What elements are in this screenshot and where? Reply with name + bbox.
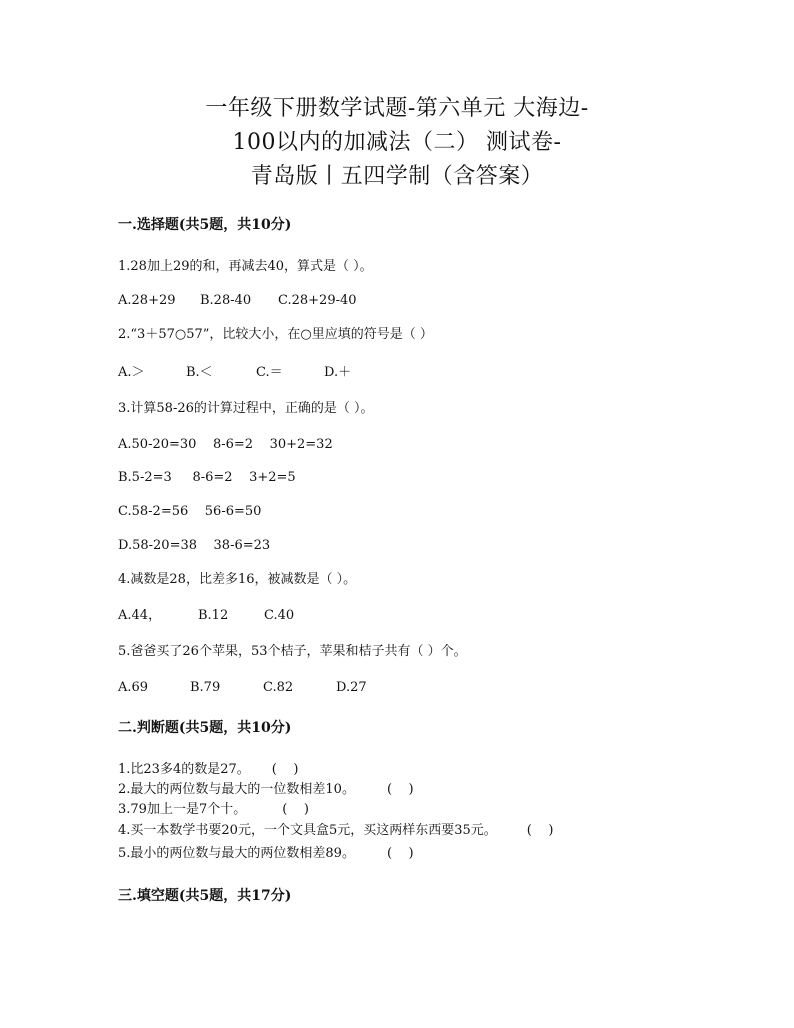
question-5-stem: 5.爸爸买了26个苹果，53个桔子，苹果和桔子共有（ ）个。 — [118, 644, 467, 659]
question-1-stem: 1.28加上29的和，再减去40，算式是（ ）。 — [118, 259, 373, 274]
judge-item-5-text: 5.最小的两位数与最大的两位数相差89。 — [118, 846, 355, 861]
question-4-option-b: B.12 — [198, 608, 229, 623]
question-3-option-b: B.5-2=3 8-6=2 3+2=5 — [118, 470, 296, 485]
judge-item-3 — [118, 801, 309, 819]
document-title-line-2: 100以内的加减法（二） 测试卷- — [232, 130, 562, 155]
judge-item-2-paren: ( ) — [386, 782, 414, 797]
judge-item-5 — [118, 845, 414, 863]
judge-item-3-paren: ( ) — [282, 802, 309, 817]
question-2-stem: 2.“3＋57○57”，比较大小，在○里应填的符号是（ ） — [118, 327, 433, 342]
question-3-option-c: C.58-2=56 56-6=50 — [118, 504, 262, 519]
question-4-stem: 4.减数是28，比差多16，被减数是（ ）。 — [118, 572, 357, 587]
question-5-option-a: A.69 — [118, 680, 149, 695]
question-2-option-d: D.＋ — [324, 365, 352, 380]
judge-item-4-paren: ( ) — [526, 823, 554, 838]
question-5-options — [118, 679, 367, 697]
question-2-option-c: C.＝ — [256, 365, 283, 380]
question-4-options — [118, 607, 294, 625]
judge-item-1 — [118, 761, 298, 779]
question-3-option-d: D.58-20=38 38-6=23 — [118, 538, 271, 553]
judge-item-4-text: 4.买一本数学书要20元，一个文具盒5元，买这两样东西要35元。 — [118, 823, 497, 838]
document-title-line-3: 青岛版丨五四学制（含答案） — [250, 164, 544, 189]
judge-item-2 — [118, 781, 414, 799]
judge-item-3-text: 3.79加上一是7个十。 — [118, 802, 247, 817]
question-4-option-c: C.40 — [264, 608, 295, 623]
question-1-option-c: C.28+29-40 — [278, 293, 357, 308]
section-heading-judge: 二.判断题(共5题，共10分) — [118, 720, 292, 736]
question-3-stem: 3.计算58-26的计算过程中，正确的是（ ）。 — [118, 401, 374, 416]
question-2-options — [118, 364, 351, 382]
question-1-option-b: B.28-40 — [200, 293, 252, 308]
question-1-options — [118, 292, 357, 310]
question-4-option-a: A.44， — [118, 608, 162, 623]
section-heading-choice: 一.选择题(共5题，共10分) — [118, 217, 292, 233]
question-2-option-b: B.＜ — [186, 365, 213, 380]
document-title-line-1: 一年级下册数学试题-第六单元 大海边- — [205, 96, 589, 121]
question-5-option-d: D.27 — [336, 680, 367, 695]
section-heading-fill: 三.填空题(共5题，共17分) — [118, 888, 292, 904]
question-1-option-a: A.28+29 — [118, 293, 176, 308]
judge-item-5-paren: ( ) — [386, 846, 414, 861]
question-5-option-c: C.82 — [263, 680, 294, 695]
judge-item-1-text: 1.比23多4的数是27。 — [118, 762, 250, 777]
question-3-option-a: A.50-20=30 8-6=2 30+2=32 — [118, 437, 333, 452]
judge-item-2-text: 2.最大的两位数与最大的一位数相差10。 — [118, 782, 355, 797]
judge-item-4 — [118, 822, 553, 840]
question-5-option-b: B.79 — [190, 680, 221, 695]
question-2-option-a: A.＞ — [118, 365, 145, 380]
judge-item-1-paren: ( ) — [271, 762, 299, 777]
